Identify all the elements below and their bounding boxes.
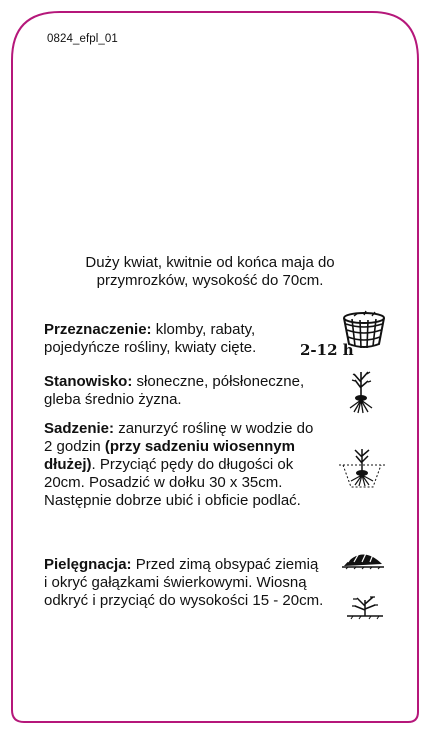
sadzenie-text-1: zanurzyć roślinę w wodzie do 2 godzin bbox=[44, 420, 314, 455]
section-przeznaczenie bbox=[44, 321, 294, 357]
pruning-icon bbox=[343, 594, 387, 620]
sadzenie-label: Sadzenie: bbox=[44, 420, 115, 437]
pielegnacja-text: Przed zimą obsypać ziemią i okryć gałązkami świerkowymi. Wiosną odkryć i przyciąć do wysokości 15 - 20cm. bbox=[44, 556, 324, 609]
soak-time-label: 2-12 h bbox=[300, 341, 354, 359]
section-stanowisko bbox=[44, 373, 324, 409]
section-sadzenie bbox=[44, 420, 319, 510]
przeznaczenie-text: klomby, rabaty, pojedyńcze rośliny, kwiaty cięte. bbox=[44, 321, 257, 356]
planting-icon bbox=[337, 447, 387, 491]
przeznaczenie-label: Przeznaczenie: bbox=[44, 321, 152, 338]
product-code: 0824_efpl_01 bbox=[47, 33, 118, 45]
stanowisko-text: słoneczne, półsłoneczne, gleba średnio żyzna. bbox=[44, 373, 305, 408]
sadzenie-text-2: . Przyciąć pędy do długości ok 20cm. Posadzić w dołku 30 x 35cm. Następnie dobrze ubić i obficie podlać. bbox=[44, 456, 301, 509]
pielegnacja-label: Pielęgnacja: bbox=[44, 556, 132, 573]
intro-description: Duży kwiat, kwitnie od końca maja do przymrozków, wysokość do 70cm. bbox=[85, 254, 335, 289]
root-plant-icon bbox=[344, 368, 378, 414]
sadzenie-bold-note: (przy sadzeniu wiosennym dłużej) bbox=[44, 438, 295, 473]
stanowisko-label: Stanowisko: bbox=[44, 373, 133, 390]
mulch-icon bbox=[340, 544, 386, 570]
section-pielegnacja bbox=[44, 556, 324, 610]
